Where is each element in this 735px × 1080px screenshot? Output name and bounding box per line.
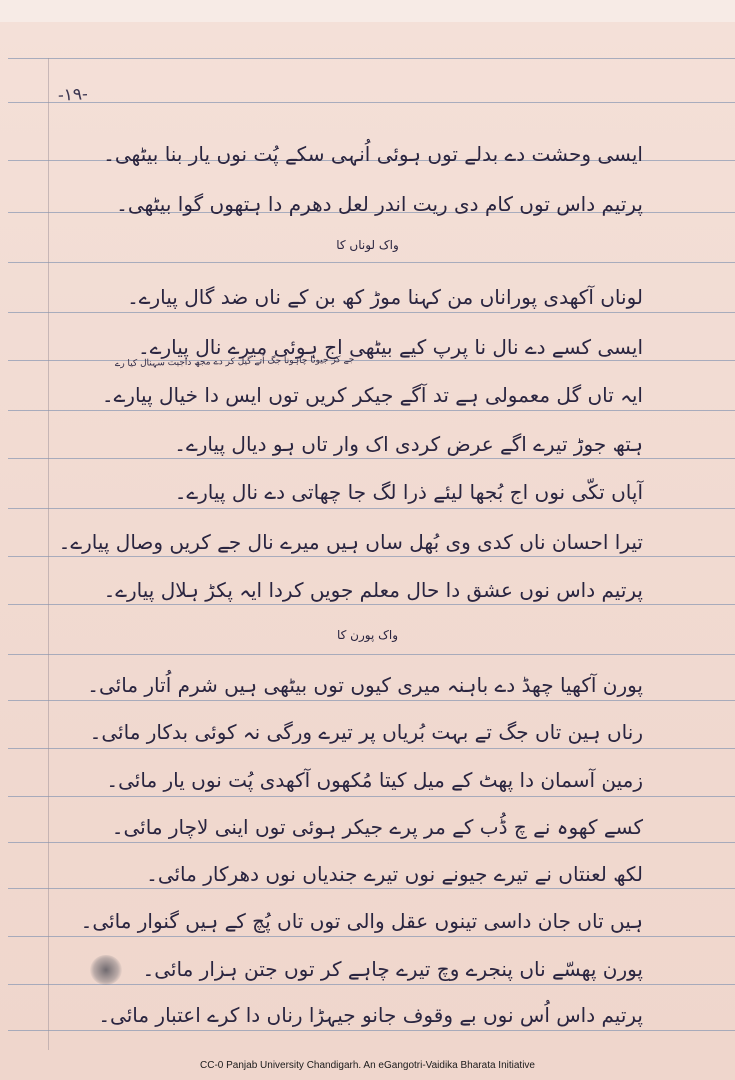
interlinear-note: جے کر جیونا چاہونا جگ اُتے گیل کر دے مجھ داجیت سہنال کیا رے	[114, 354, 355, 370]
verse-line: رناں ہین تاں جگ تے بہت بُریاں پر تیرے ورگی نہ کوئی بدکار مائی۔	[89, 720, 643, 744]
verse-line: ہتھ جوڑ تیرے اگے عرض کردی اک وار تاں ہو دیال پیارے۔	[174, 432, 643, 456]
verse-line: پرتیم داس نوں عشق دا حال معلم جویں کردا ایہ پکڑ ہلال پیارے۔	[103, 578, 643, 602]
ruled-line	[8, 842, 735, 843]
ruled-line	[8, 1030, 735, 1031]
ruled-line	[8, 410, 735, 411]
scan-credit-footer: CC-0 Panjab University Chandigarh. An eGangotri-Vaidika Bharata Initiative	[200, 1060, 535, 1071]
page-number: -١٩-	[57, 84, 89, 106]
ruled-line	[8, 102, 735, 103]
scan-top-edge	[0, 0, 735, 22]
verse-line: ایسی وحشت دے بدلے توں ہوئی اُنہی سکے پُت نوں یار بنا بیٹھی۔	[103, 142, 643, 166]
ruled-line	[8, 654, 735, 655]
ruled-line	[8, 936, 735, 937]
ruled-line	[8, 604, 735, 605]
ruled-line	[8, 508, 735, 509]
verse-line: ہیں تاں جان داسی تینوں عقل والی توں تاں پُچ کے ہیں گنوار مائی۔	[80, 909, 643, 933]
verse-line: پرتیم داس توں کام دی ریت اندر لعل دھرم دا ہتھوں گوا بیٹھی۔	[116, 192, 643, 216]
section-heading: واک پورن کا	[336, 628, 398, 642]
verse-line: کسے کھوہ نے چ ڈُب کے مر پرے جیکر ہوئی توں اینی لاچار مائی۔	[111, 815, 643, 839]
verse-line: ایسی کسے دے نال نا پرپ کیے بیٹھی اج ہوئی میرے نال پیارے۔	[138, 335, 643, 359]
ruled-line	[8, 796, 735, 797]
ink-smudge	[90, 955, 122, 985]
ruled-line	[8, 458, 735, 459]
ruled-line	[8, 312, 735, 313]
verse-line: تیرا احسان ناں کدی وی بُھل ساں ہیں میرے نال جے کریں وصال پیارے۔	[58, 530, 643, 554]
ruled-line	[8, 888, 735, 889]
verse-line: ایہ تاں گل معمولی ہے تد آگے جیکر کریں توں ایس دا خیال پیارے۔	[101, 383, 643, 407]
verse-line: پورن پھسّے ناں پنجرے وچ تیرے چاہے کر توں جتن ہزار مائی۔	[142, 957, 643, 981]
margin-line	[48, 58, 49, 1050]
ruled-line	[8, 262, 735, 263]
ruled-line	[8, 748, 735, 749]
verse-line: زمین آسمان دا پھٹ کے میل کیتا مُکھوں آکھدی پُت نوں یار مائی۔	[106, 768, 643, 792]
verse-line: آپاں تکّی نوں اج بُجھا لیئے ذرا لگ جا چھاتی دے نال پیارے۔	[174, 480, 643, 504]
verse-line: پورن آکھیا چھڈ دے باہنہ میری کیوں توں بیٹھی ہیں شرم اُتار مائی۔	[87, 673, 643, 697]
verse-line: پرتیم داس اُس نوں بے وقوف جانو جیہڑا رناں دا کرے اعتبار مائی۔	[98, 1003, 643, 1027]
ruled-line	[8, 700, 735, 701]
ruled-line	[8, 58, 735, 59]
ruled-line	[8, 556, 735, 557]
ruled-line	[8, 984, 735, 985]
verse-line: لکھ لعنتاں نے تیرے جیونے نوں تیرے جندیاں نوں دھرکار مائی۔	[146, 862, 643, 886]
verse-line: لوناں آکھدی پوراناں من کہنا موڑ کھ بن کے ناں ضد گال پیارے۔	[127, 285, 643, 309]
section-heading: واک لوناں کا	[336, 238, 399, 252]
